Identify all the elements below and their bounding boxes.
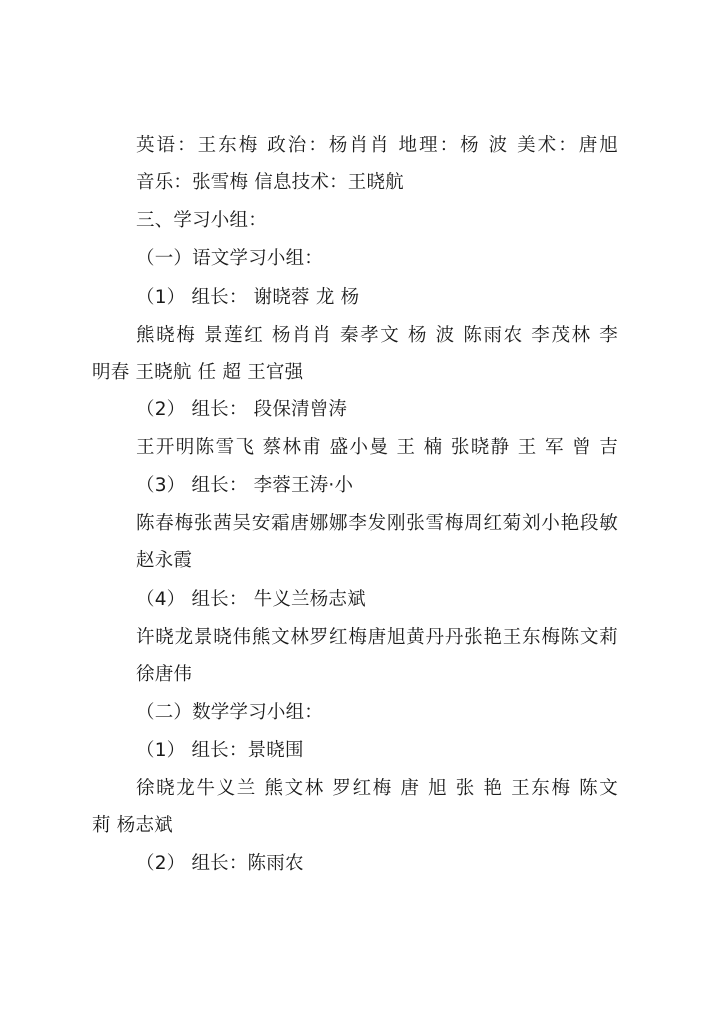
member-list-line: 王开明陈雪飞 蔡林甫 盛小曼 王 楠 张晓静 王 军 曾 吉	[136, 437, 618, 458]
member-list-continuation: 明春 王晓航 任 超 王官强	[92, 362, 304, 383]
staff-line-music-it: 音乐：张雪梅 信息技术：王晓航	[136, 172, 404, 193]
member-list-line: 许晓龙景晓伟熊文林罗红梅唐旭黄丹丹张艳王东梅陈文莉	[136, 627, 618, 648]
member-list-continuation: 莉 杨志斌	[92, 815, 173, 836]
group-leader-line: （1） 组长：景晓围	[136, 740, 304, 761]
subsection-heading-math-group: （二）数学学习小组：	[136, 702, 324, 723]
group-leader-line: （2） 组长：陈雨农	[136, 853, 304, 874]
group-leader-line: （2） 组长： 段保清曾涛	[136, 399, 348, 420]
subsection-heading-chinese-group: （一）语文学习小组：	[136, 248, 324, 269]
group-leader-line: （1） 组长： 谢晓蓉 龙 杨	[136, 287, 360, 308]
section-heading-study-groups: 三、学习小组：	[136, 210, 267, 231]
member-list-continuation: 赵永霞	[136, 550, 193, 571]
member-list-line: 熊晓梅 景莲红 杨肖肖 秦孝文 杨 波 陈雨农 李茂林 李	[136, 325, 618, 346]
staff-line-english-politics-geography-art: 英语：王东梅 政治：杨肖肖 地理：杨 波 美术：唐旭	[136, 135, 618, 156]
group-leader-line: （4） 组长： 牛义兰杨志斌	[136, 589, 366, 610]
member-list-line: 陈春梅张茜吴安霜唐娜娜李发刚张雪梅周红菊刘小艳段敏	[136, 513, 618, 534]
member-list-continuation: 徐唐伟	[136, 664, 193, 685]
group-leader-line: （3） 组长： 李蓉王涛·小	[136, 475, 354, 496]
member-list-line: 徐晓龙牛义兰 熊文林 罗红梅 唐 旭 张 艳 王东梅 陈文	[136, 778, 618, 799]
